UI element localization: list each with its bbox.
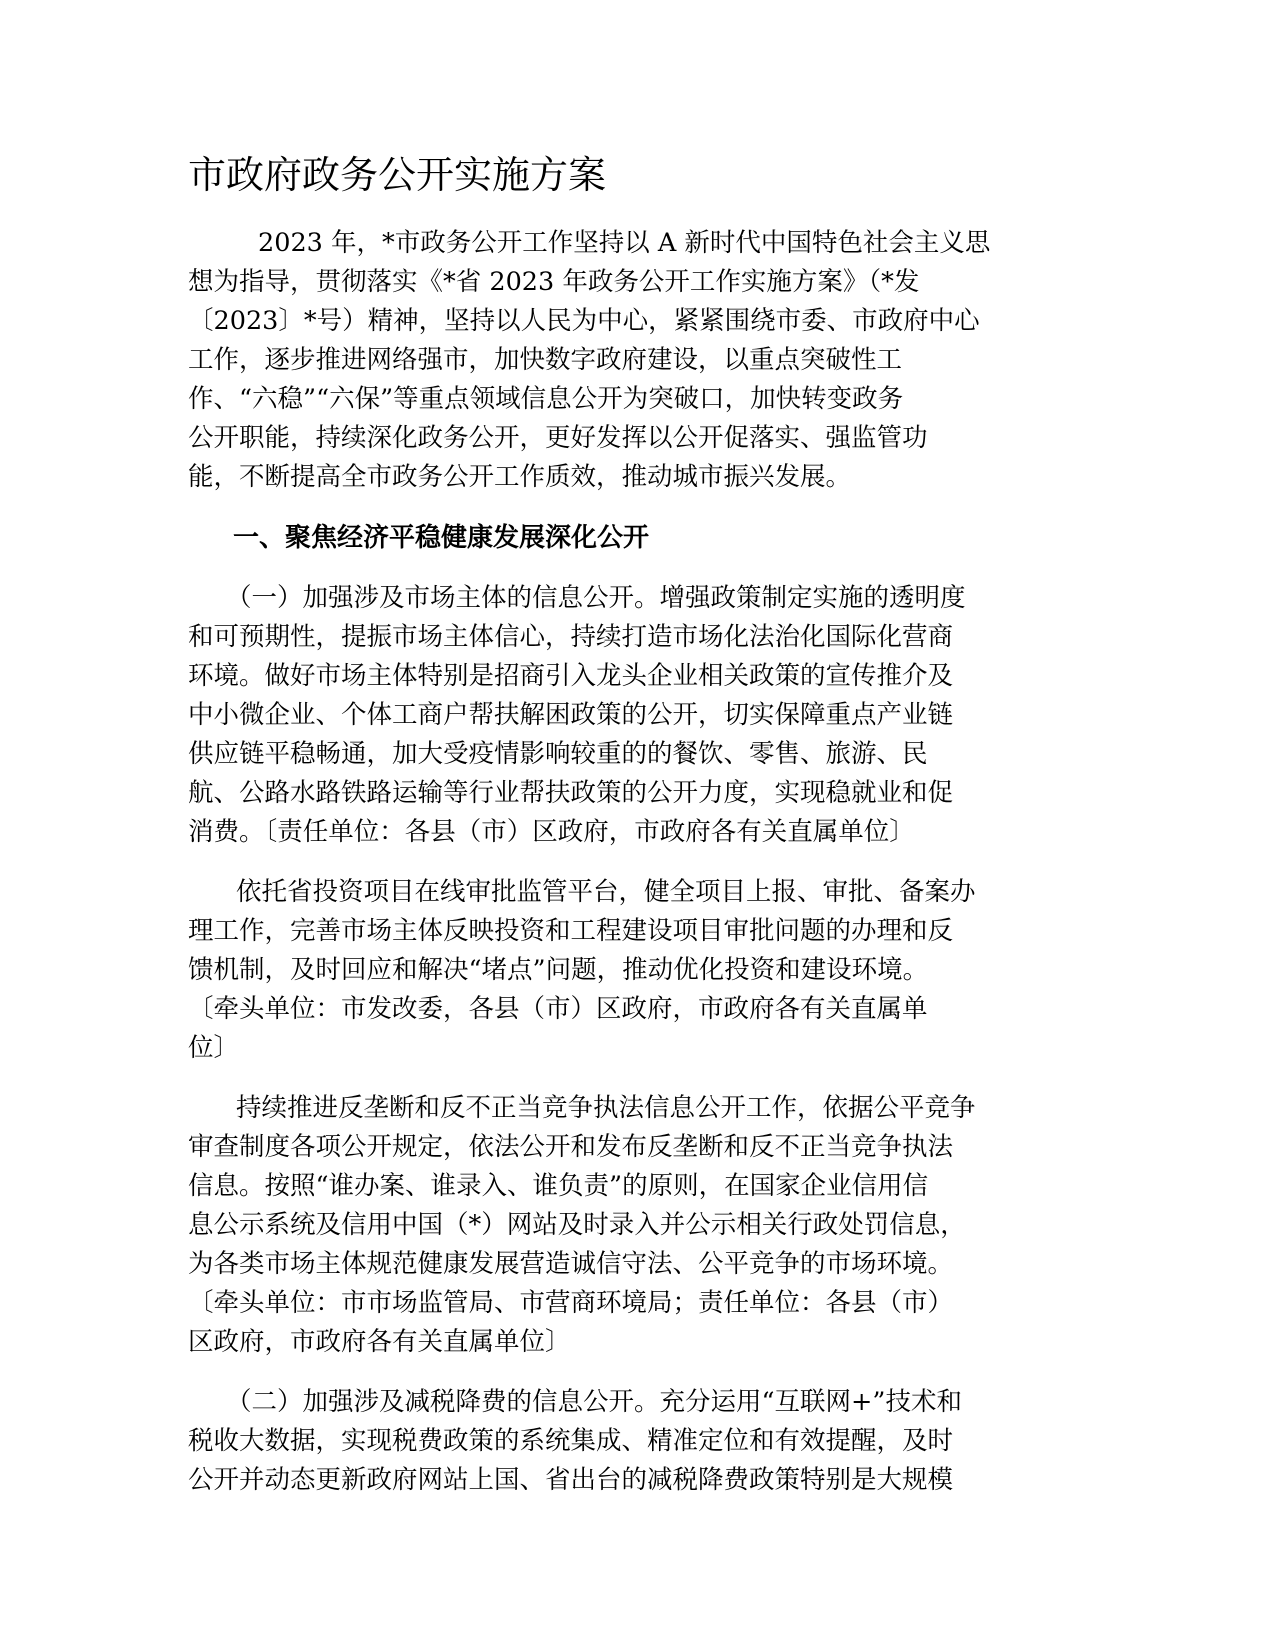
body-paragraph	[188, 1089, 1088, 1362]
intro-paragraph	[188, 224, 1088, 497]
text-line: 航、公路水路铁路运输等行业帮扶政策的公开力度，实现稳就业和促	[188, 778, 954, 808]
text-line: 区政府，市政府各有关直属单位〕	[188, 1327, 571, 1357]
text-line: 消费。〔责任单位：各县（市）区政府，市政府各有关直属单位〕	[188, 817, 915, 847]
text-line: 环境。做好市场主体特别是招商引入龙头企业相关政策的宣传推介及	[188, 661, 954, 691]
body-paragraph	[188, 1383, 1088, 1500]
text-line: 信息。按照“谁办案、谁录入、谁负责”的原则，在国家企业信用信	[188, 1171, 929, 1201]
text-line: 为各类市场主体规范健康发展营造诚信守法、公平竞争的市场环境。	[188, 1249, 954, 1279]
text-line: 能，不断提高全市政务公开工作质效，推动城市振兴发展。	[188, 462, 852, 492]
text-line: 2023 年，*市政务公开工作坚持以 A 新时代中国特色社会主义思	[258, 228, 991, 258]
section-heading: 一、聚焦经济平稳健康发展深化公开	[233, 523, 650, 553]
text-line: （二）加强涉及减税降费的信息公开。充分运用“互联网+”技术和	[226, 1387, 962, 1417]
text-line: 想为指导，贯彻落实《*省 2023 年政务公开工作实施方案》（*发	[188, 267, 920, 297]
text-line: 〔2023〕*号）精神，坚持以人民为中心，紧紧围绕市委、市政府中心	[188, 306, 980, 336]
text-line: 中小微企业、个体工商户帮扶解困政策的公开，切实保障重点产业链	[188, 700, 954, 730]
text-line: （一）加强涉及市场主体的信息公开。增强政策制定实施的透明度	[226, 583, 966, 613]
text-line: 和可预期性，提振市场主体信心，持续打造市场化法治化国际化营商	[188, 622, 954, 652]
text-line: 〔牵头单位：市市场监管局、市营商环境局；责任单位：各县（市）	[188, 1288, 954, 1318]
text-line: 审查制度各项公开规定，依法公开和发布反垄断和反不正当竞争执法	[188, 1132, 954, 1162]
text-line: 工作，逐步推进网络强市，加快数字政府建设，以重点突破性工	[188, 345, 903, 375]
body-paragraph	[188, 873, 1088, 1068]
text-line: 作、“六稳”“六保”等重点领域信息公开为突破口，加快转变政务	[188, 384, 904, 414]
document-title: 市政府政务公开实施方案	[188, 153, 607, 197]
text-line: 息公示系统及信用中国（*）网站及时录入并公示相关行政处罚信息，	[188, 1210, 966, 1240]
text-line: 〔牵头单位：市发改委，各县（市）区政府，市政府各有关直属单	[188, 994, 928, 1024]
text-line: 税收大数据，实现税费政策的系统集成、精准定位和有效提醒，及时	[188, 1426, 954, 1456]
text-line: 公开职能，持续深化政务公开，更好发挥以公开促落实、强监管功	[188, 423, 928, 453]
text-line: 馈机制，及时回应和解决“堵点”问题，推动优化投资和建设环境。	[188, 955, 929, 985]
text-line: 公开并动态更新政府网站上国、省出台的减税降费政策特别是大规模	[188, 1465, 954, 1495]
text-line: 供应链平稳畅通，加大受疫情影响较重的的餐饮、零售、旅游、民	[188, 739, 928, 769]
text-line: 持续推进反垄断和反不正当竞争执法信息公开工作，依据公平竞争	[236, 1093, 976, 1123]
document-body	[188, 224, 1088, 1500]
text-line: 理工作，完善市场主体反映投资和工程建设项目审批问题的办理和反	[188, 916, 954, 946]
body-paragraph	[188, 579, 1088, 852]
text-line: 依托省投资项目在线审批监管平台，健全项目上报、审批、备案办	[236, 877, 976, 907]
text-line: 位〕	[188, 1033, 240, 1063]
